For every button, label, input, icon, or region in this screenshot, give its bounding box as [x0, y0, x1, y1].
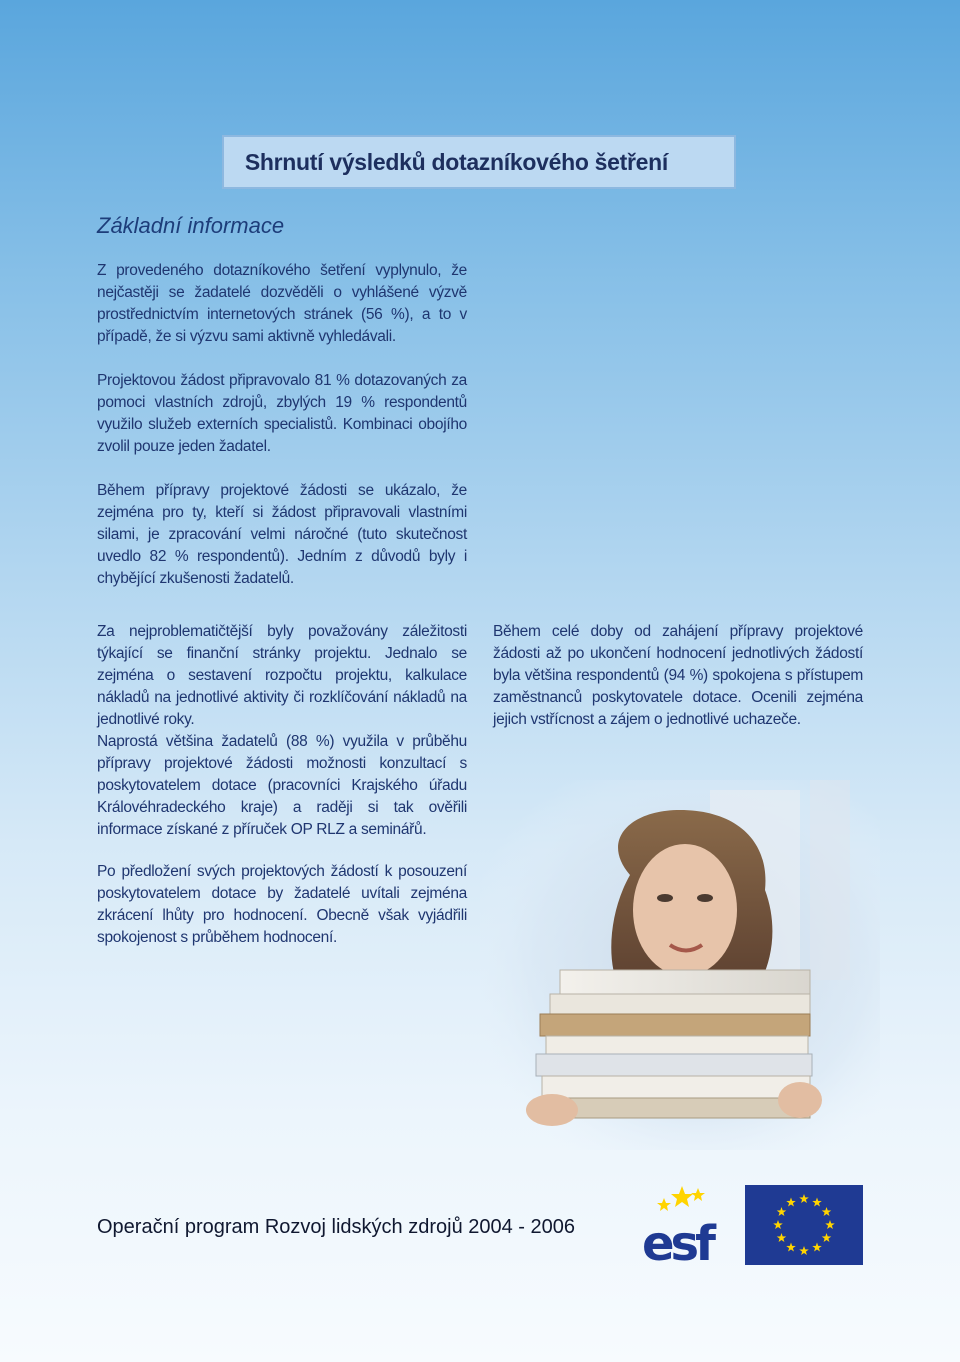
- woman-with-books-photo: [480, 780, 880, 1150]
- paragraph-block-5: [97, 731, 467, 841]
- paragraph-6: Po předložení svých projektových žádostí k posouzení poskytovatelem dotace by žadatelé uvítali zejména zkrácení lhůty pro hodnocení. Obecně však vyjádřili spokojenost s průběhem hodnocení.: [97, 863, 467, 946]
- paragraph-5: Naprostá většina žadatelů (88 %) využila v průběhu přípravy projektové žádosti možnosti konzultací s poskytovatelem dotace (pracovníci Krajského úřadu Královéhradeckého kraje) a raději si tak ověřili informace získané z příruček OP RLZ a seminářů.: [97, 733, 467, 838]
- paragraph-3: Během přípravy projektové žádosti se ukázalo, že zejména pro ty, kteří si žádost připravovali vlastními silami, je zpracování velmi náročné (tuto skutečnost uvedlo 82 % respondentů). Jedním z důvodů byly i chybějící zkušenosti žadatelů.: [97, 482, 467, 587]
- title-banner: [222, 135, 736, 189]
- eu-flag-icon: [745, 1185, 863, 1265]
- paragraph-block-2: [97, 370, 467, 458]
- paragraph-7: Během celé doby od zahájení přípravy projektové žádosti až po ukončení hodnocení jednotlivých žádostí byla většina respondentů (94 %) spokojena s přístupem zaměstnanců poskytovatele dotace. Ocenili zejména jejich vstřícnost a zájem o jednotlivé uchazeče.: [493, 623, 863, 728]
- page-title: Shrnutí výsledků dotazníkového šetření: [244, 148, 668, 175]
- paragraph-block-3: [97, 480, 467, 590]
- paragraph-4: Za nejproblematičtější byly považovány záležitosti týkající se finanční stránky projektu. Jednalo se zejména o sestavení rozpočtu projektu, kalkulace nákladů na jednotlivé aktivity či rozklíčování nákladů na jednotlivé roky.: [97, 623, 467, 728]
- esf-logo-text: esf: [642, 1216, 713, 1264]
- section-heading: Základní informace: [97, 213, 285, 238]
- paragraph-block-1: [97, 260, 467, 348]
- paragraph-1: Z provedeného dotazníkového šetření vyplynulo, že nejčastěji se žadatelé dozvěděli o vyhlášené výzvě prostřednictvím internetových stránek (56 %), a to v případě, že si výzvu sami aktivně vyhledávali.: [97, 262, 467, 345]
- paragraph-2: Projektovou žádost připravovalo 81 % dotazovaných za pomoci vlastních zdrojů, zbylých 19 % respondentů využilo služeb externích specialistů. Kombinaci obojího zvolil pouze jeden žadatel.: [97, 372, 467, 455]
- paragraph-block-4: [97, 621, 467, 731]
- program-footer-text: Operační program Rozvoj lidských zdrojů 2004 - 2006: [97, 1216, 576, 1238]
- paragraph-block-6: [97, 861, 467, 949]
- esf-logo-icon: [642, 1184, 734, 1264]
- paragraph-block-7: [493, 621, 863, 731]
